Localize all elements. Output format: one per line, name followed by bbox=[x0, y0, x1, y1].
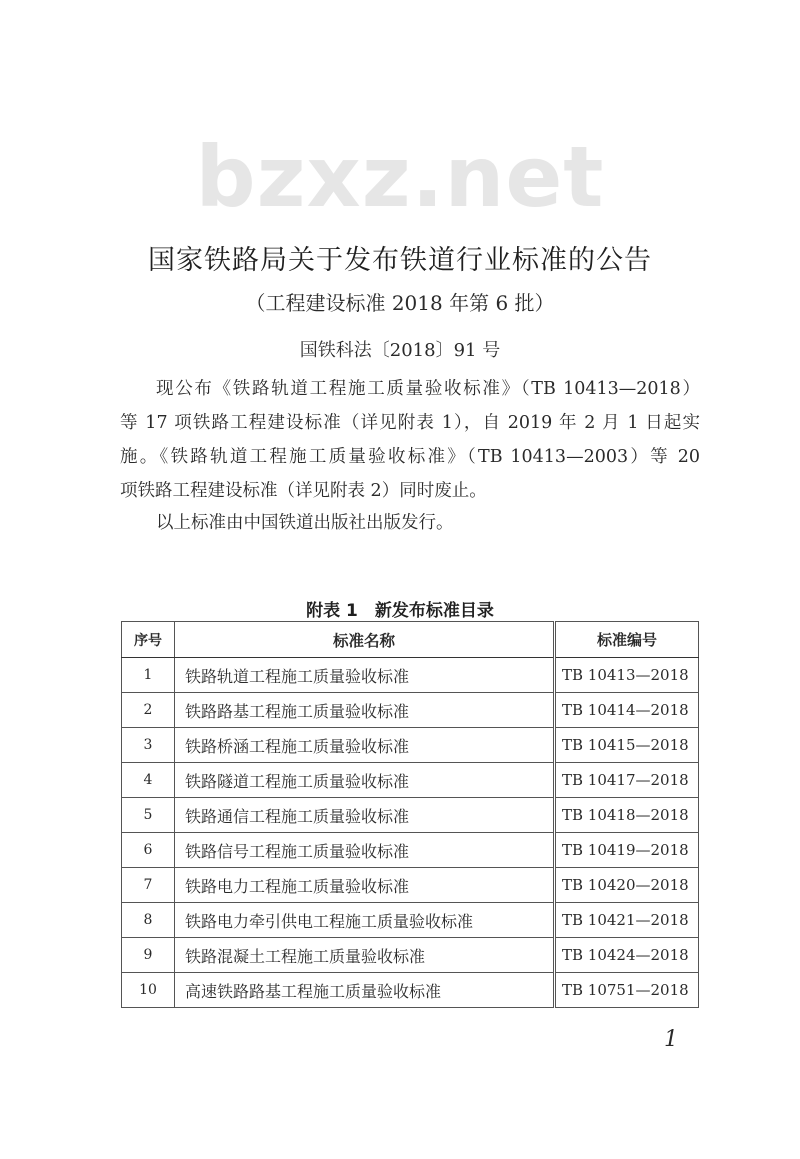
table-row bbox=[122, 763, 699, 798]
row-standard-code: TB 10420—2018 bbox=[555, 868, 699, 903]
row-standard-code: TB 10418—2018 bbox=[555, 798, 699, 833]
header-standard-name: 标准名称 bbox=[175, 622, 555, 658]
table-row bbox=[122, 798, 699, 833]
row-standard-code: TB 10419—2018 bbox=[555, 833, 699, 868]
table-row bbox=[122, 938, 699, 973]
row-standard-name: 铁路隧道工程施工质量验收标准 bbox=[175, 763, 555, 798]
row-standard-name: 铁路电力工程施工质量验收标准 bbox=[175, 868, 555, 903]
body-line-2: 等 17 项铁路工程建设标准（详见附表 1），自 2019 年 2 月 1 日起实 bbox=[120, 413, 700, 433]
row-standard-code: TB 10414—2018 bbox=[555, 693, 699, 728]
row-standard-name: 铁路混凝土工程施工质量验收标准 bbox=[175, 938, 555, 973]
row-standard-code: TB 10751—2018 bbox=[555, 973, 699, 1008]
page-number: 1 bbox=[664, 1027, 678, 1052]
closing-line: 以上标准由中国铁道出版社出版发行。 bbox=[156, 513, 454, 533]
row-serial-number: 3 bbox=[122, 728, 175, 763]
row-serial-number: 4 bbox=[122, 763, 175, 798]
row-serial-number: 9 bbox=[122, 938, 175, 973]
table-row bbox=[122, 868, 699, 903]
announcement-title: 国家铁路局关于发布铁道行业标准的公告 bbox=[148, 245, 652, 276]
header-standard-code: 标准编号 bbox=[555, 622, 699, 658]
row-standard-name: 铁路轨道工程施工质量验收标准 bbox=[175, 658, 555, 693]
document-number: 国铁科法〔2018〕91 号 bbox=[299, 340, 501, 361]
body-line-1: 现公布《铁路轨道工程施工质量验收标准》（TB 10413—2018） bbox=[156, 379, 700, 399]
row-standard-name: 铁路路基工程施工质量验收标准 bbox=[175, 693, 555, 728]
row-standard-code: TB 10413—2018 bbox=[555, 658, 699, 693]
row-standard-name: 铁路通信工程施工质量验收标准 bbox=[175, 798, 555, 833]
table-row bbox=[122, 833, 699, 868]
row-standard-name: 铁路电力牵引供电工程施工质量验收标准 bbox=[175, 903, 555, 938]
row-serial-number: 8 bbox=[122, 903, 175, 938]
row-standard-name: 铁路信号工程施工质量验收标准 bbox=[175, 833, 555, 868]
row-serial-number: 7 bbox=[122, 868, 175, 903]
standards-table bbox=[121, 621, 699, 1008]
row-standard-code: TB 10417—2018 bbox=[555, 763, 699, 798]
row-standard-code: TB 10415—2018 bbox=[555, 728, 699, 763]
body-line-4: 项铁路工程建设标准（详见附表 2）同时废止。 bbox=[120, 481, 487, 501]
table-row bbox=[122, 658, 699, 693]
watermark-text: bzxz.net bbox=[195, 128, 605, 226]
row-standard-code: TB 10421—2018 bbox=[555, 903, 699, 938]
row-serial-number: 2 bbox=[122, 693, 175, 728]
announcement-subtitle: （工程建设标准 2018 年第 6 批） bbox=[245, 291, 555, 315]
row-serial-number: 6 bbox=[122, 833, 175, 868]
table-row bbox=[122, 693, 699, 728]
table-header-row bbox=[122, 622, 699, 658]
table-row bbox=[122, 728, 699, 763]
table-row bbox=[122, 973, 699, 1008]
row-standard-name: 铁路桥涵工程施工质量验收标准 bbox=[175, 728, 555, 763]
row-serial-number: 10 bbox=[122, 973, 175, 1008]
table-caption: 附表 1 新发布标准目录 bbox=[306, 601, 494, 621]
row-serial-number: 5 bbox=[122, 798, 175, 833]
row-standard-name: 高速铁路路基工程施工质量验收标准 bbox=[175, 973, 555, 1008]
row-serial-number: 1 bbox=[122, 658, 175, 693]
row-standard-code: TB 10424—2018 bbox=[555, 938, 699, 973]
header-serial-number: 序号 bbox=[122, 622, 175, 658]
body-line-3: 施。《铁路轨道工程施工质量验收标准》（TB 10413—2003）等 20 bbox=[120, 447, 700, 467]
table-row bbox=[122, 903, 699, 938]
